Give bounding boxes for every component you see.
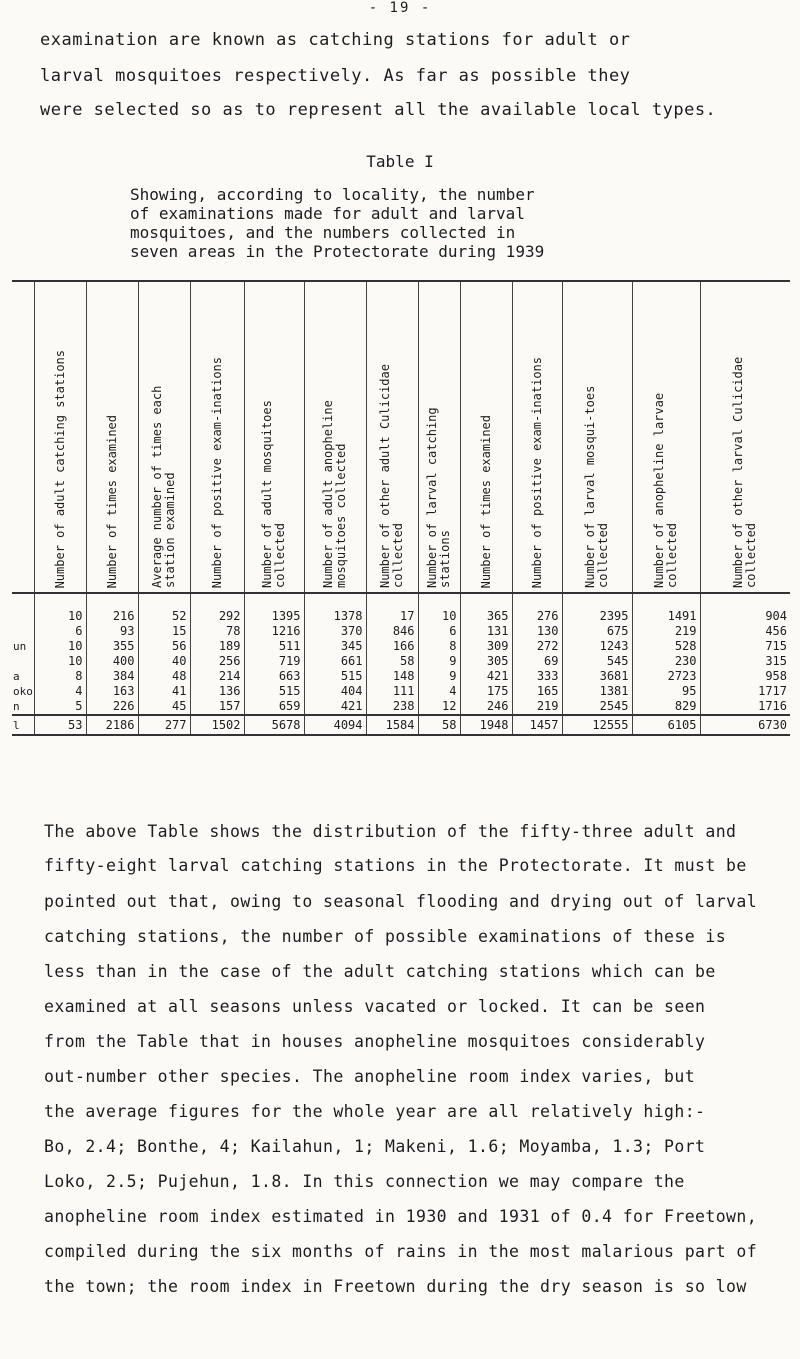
header-adult-collected: Number of adult mosquitoes collected xyxy=(244,281,304,593)
caption-line-1: Showing, according to locality, the number xyxy=(130,185,535,204)
caption-line-4: seven areas in the Protectorate during 1939 xyxy=(130,242,545,261)
body-line-8: out-number other species. The anopheline room index varies, but xyxy=(44,1067,696,1086)
caption-line-2: of examinations made for adult and larval xyxy=(130,204,525,223)
header-adult-positive: Number of positive exam-inations xyxy=(190,281,244,593)
table-row: 6 93 15 78 1216 370 846 6 131 130 675 219 456 xyxy=(12,624,790,639)
header-other-larval-culicidae: Number of other larval Culicidae collected xyxy=(700,281,790,593)
header-adult-other-culicidae: Number of other adult Culicidae collected xyxy=(366,281,418,593)
header-average-times: Average number of times each station examined xyxy=(138,281,190,593)
header-larval-stations: Number of larval catching stations xyxy=(418,281,460,593)
header-locality xyxy=(12,281,34,593)
body-line-11: Loko, 2.5; Pujehun, 1.8. In this connection we may compare the xyxy=(44,1172,685,1191)
page-number: - 19 - xyxy=(368,0,432,16)
body-line-14: the town; the room index in Freetown during the dry season is so low xyxy=(44,1277,747,1296)
body-line-9: the average figures for the whole year are all relatively high:- xyxy=(44,1102,706,1121)
table-row: un 10 355 56 189 511 345 166 8 309 272 1243 528 715 xyxy=(12,639,790,654)
data-table xyxy=(12,280,790,736)
table-row: 10 216 52 292 1395 1378 17 10 365 276 2395 1491 904 xyxy=(12,609,790,624)
caption-line-3: mosquitoes, and the numbers collected in xyxy=(130,223,516,242)
body-line-12: anopheline room index estimated in 1930 and 1931 of 0.4 for Freetown, xyxy=(44,1207,758,1226)
body-line-5: less than in the case of the adult catching stations which can be xyxy=(44,962,716,981)
body-line-2: fifty-eight larval catching stations in the Protectorate. It must be xyxy=(44,856,747,875)
header-adult-stations: Number of adult catching stations xyxy=(34,281,86,593)
table-row: oko 4 163 41 136 515 404 111 4 175 165 1381 95 1717 xyxy=(12,684,790,699)
table-header-row xyxy=(12,281,790,593)
body-line-4: catching stations, the number of possible examinations of these is xyxy=(44,927,727,946)
header-adult-times-examined: Number of times examined xyxy=(86,281,138,593)
table-total-row: l 53 2186 277 1502 5678 4094 1584 58 1948 1457 12555 6105 6730 xyxy=(12,715,790,735)
body-line-10: Bo, 2.4; Bonthe, 4; Kailahun, 1; Makeni, 1.6; Moyamba, 1.3; Port xyxy=(44,1137,706,1156)
header-anopheline-larvae: Number of anopheline larvae collected xyxy=(632,281,700,593)
header-larval-positive: Number of positive exam-inations xyxy=(512,281,562,593)
body-line-3: pointed out that, owing to seasonal flooding and drying out of larval xyxy=(44,892,758,911)
table-row: a 8 384 48 214 663 515 148 9 421 333 3681 2723 958 xyxy=(12,669,790,684)
table-row: n 5 226 45 157 659 421 238 12 246 219 2545 829 1716 xyxy=(12,699,790,715)
body-line-7: from the Table that in houses anopheline mosquitoes considerably xyxy=(44,1032,706,1051)
body-line-13: compiled during the six months of rains in the most malarious part of xyxy=(44,1242,758,1261)
header-larval-collected: Number of larval mosqui-toes collected xyxy=(562,281,632,593)
header-adult-anopheline: Number of adult anopheline mosquitoes collected xyxy=(304,281,366,593)
body-line-1: The above Table shows the distribution of the fifty-three adult and xyxy=(44,822,737,841)
body-line-6: examined at all seasons unless vacated or locked. It can be seen xyxy=(44,997,706,1016)
intro-line-3: were selected so as to represent all the available local types. xyxy=(40,100,717,120)
table-row: 10 400 40 256 719 661 58 9 305 69 545 230 315 xyxy=(12,654,790,669)
intro-line-2: larval mosquitoes respectively. As far as possible they xyxy=(40,66,631,86)
header-larval-times-examined: Number of times examined xyxy=(460,281,512,593)
table-title: Table I xyxy=(366,152,434,171)
intro-line-1: examination are known as catching stations for adult or xyxy=(40,30,631,50)
